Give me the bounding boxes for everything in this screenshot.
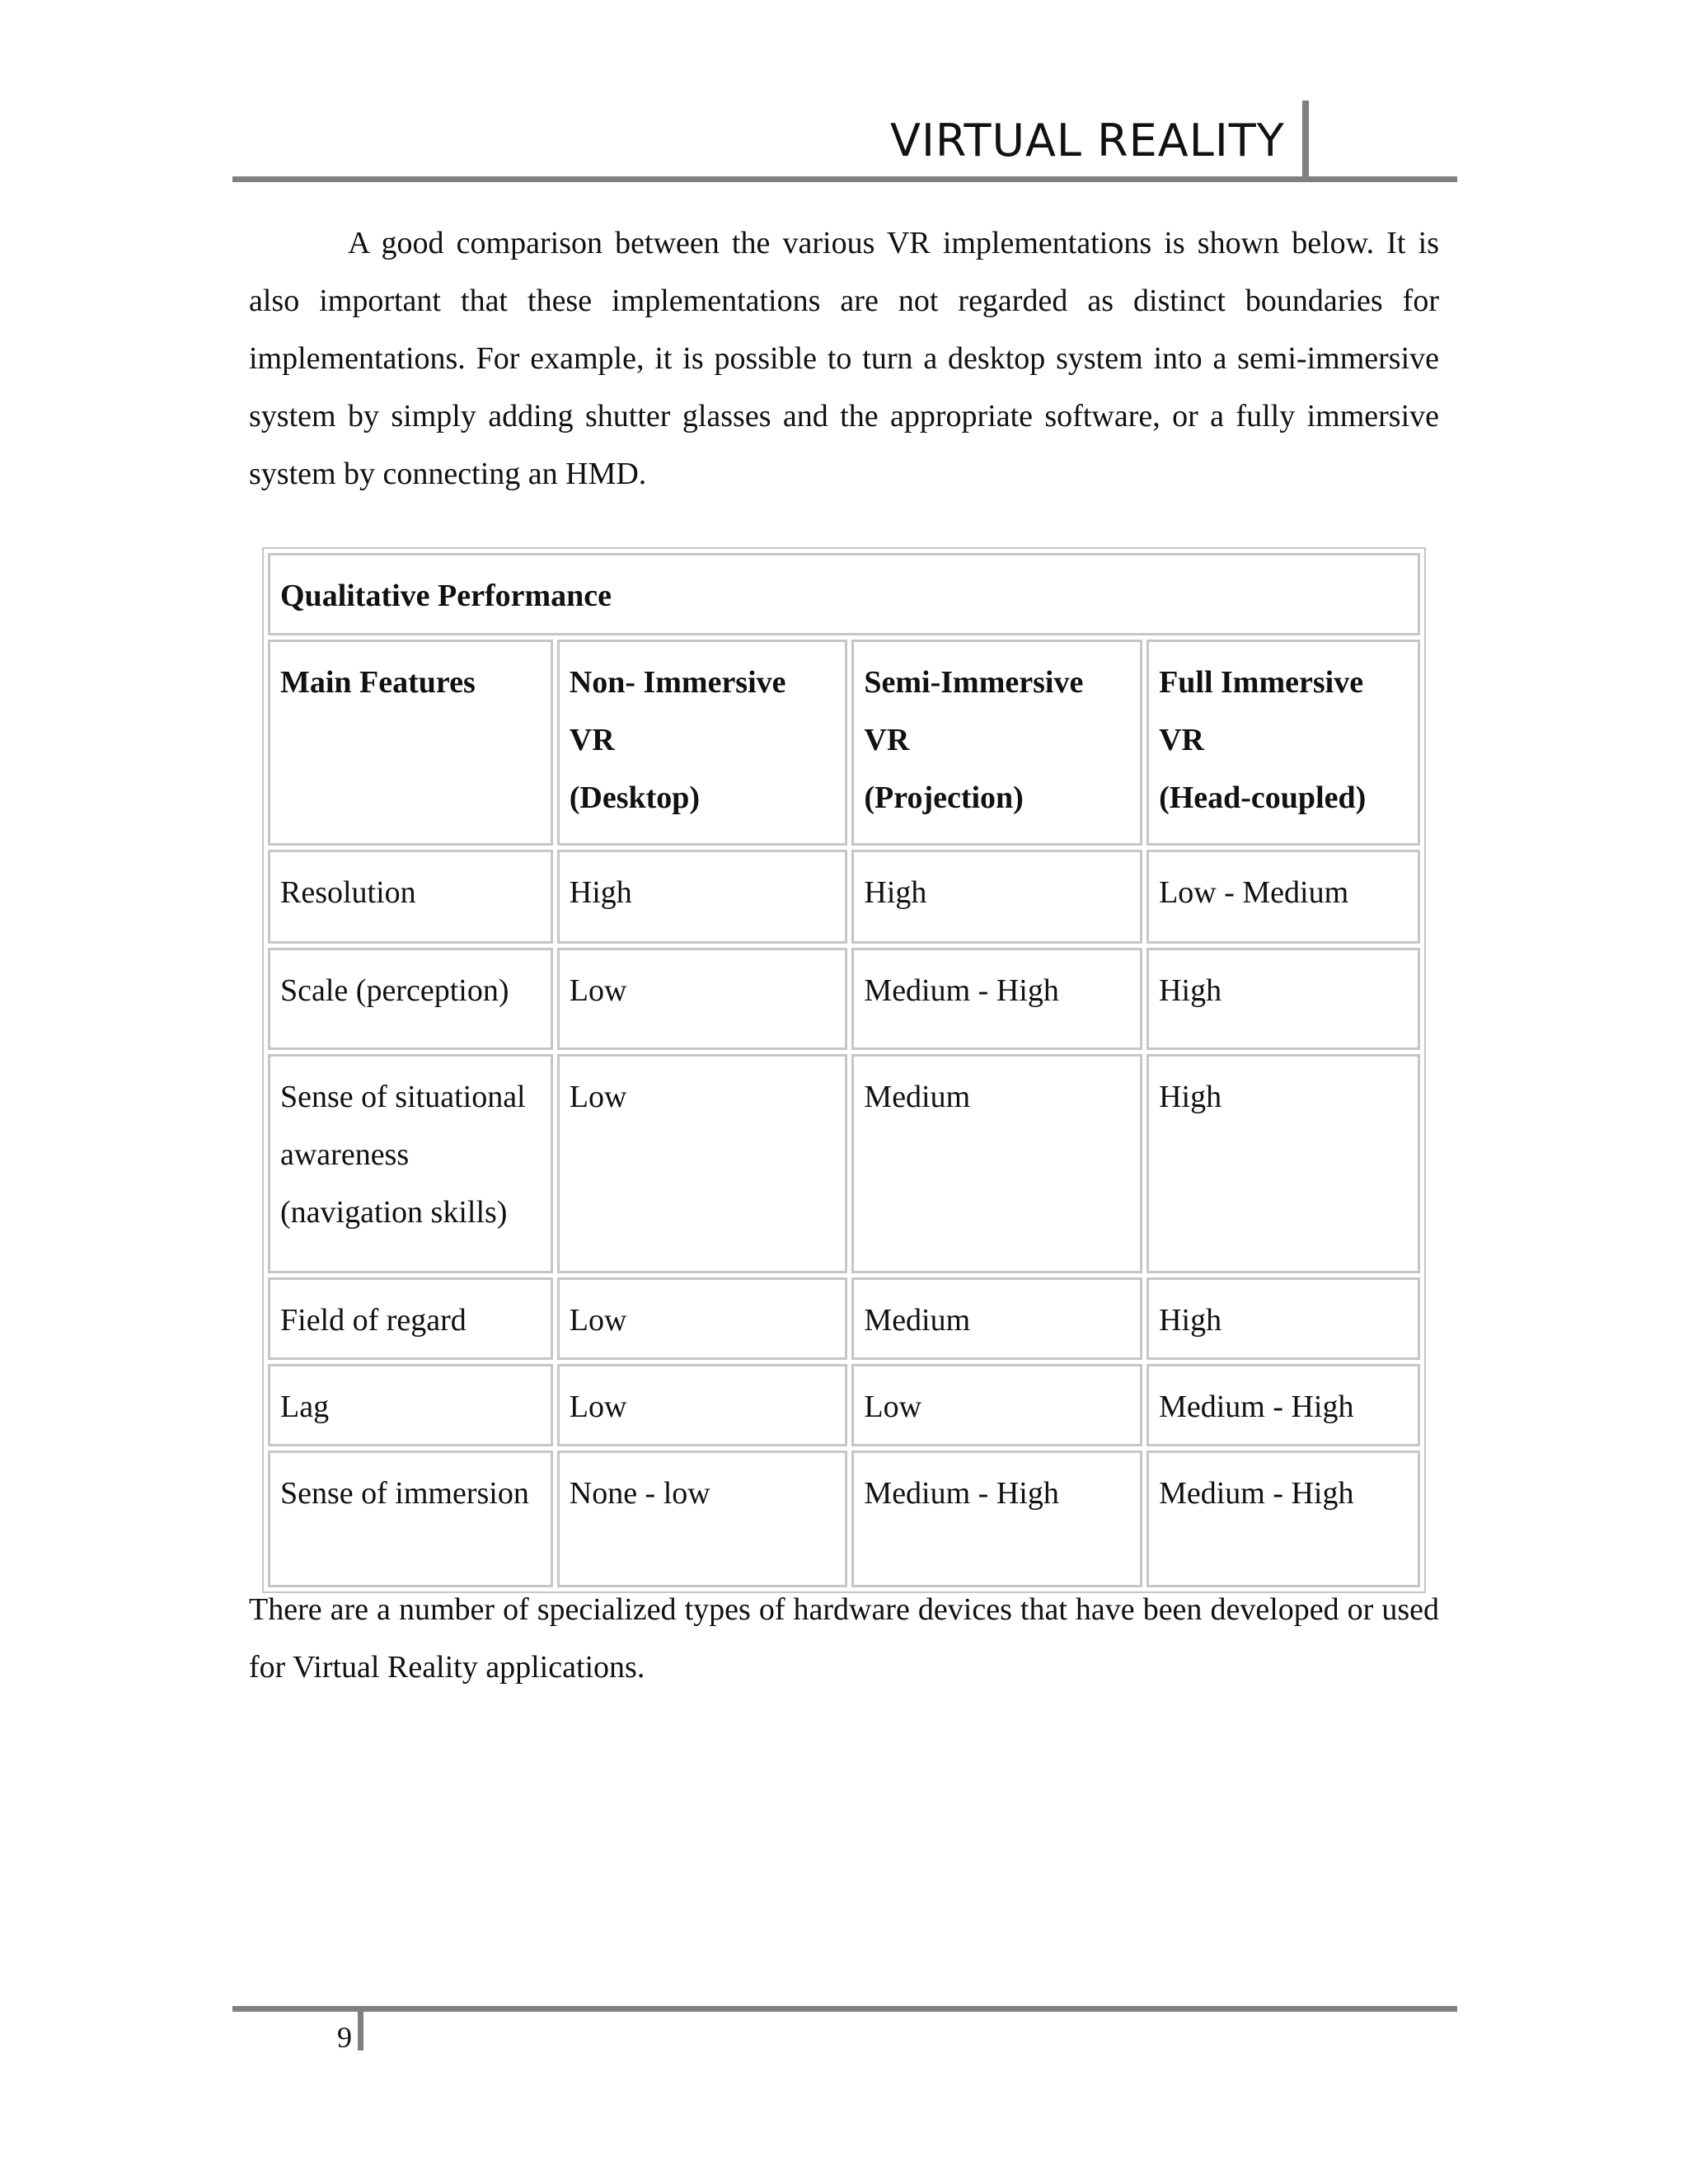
table-cell: High [1146, 1054, 1420, 1273]
table-cell: Low [557, 1277, 848, 1360]
table-row [268, 1054, 1420, 1273]
table-cell: High [1146, 1277, 1420, 1360]
comparison-table-container [262, 547, 1426, 1593]
column-header [851, 640, 1142, 846]
table-cell: Low - Medium [1146, 850, 1420, 944]
comparison-table [262, 547, 1426, 1593]
table-cell: High [1146, 948, 1420, 1050]
table-cell: Medium - High [1146, 1364, 1420, 1446]
closing-paragraph: There are a number of specialized types of hardware devices that have been developed or used for Virtual Reality applications. [249, 1592, 1439, 1685]
table-title-row [268, 553, 1420, 635]
table-cell: Medium - High [851, 948, 1142, 1050]
table-row [268, 1364, 1420, 1446]
table-cell: High [851, 850, 1142, 944]
column-header-line: Non- Immersive [569, 665, 786, 700]
table-cell: Sense of situational awareness (navigation skills) [268, 1054, 553, 1273]
column-header-line: VR [1159, 723, 1204, 757]
footer-divider-bar [358, 2011, 363, 2050]
table-cell: High [557, 850, 848, 944]
table-cell: Medium [851, 1277, 1142, 1360]
column-header-line: VR [864, 723, 910, 757]
header-rule [232, 176, 1457, 182]
table-cell: Low [557, 1364, 848, 1446]
table-cell: Field of regard [268, 1277, 553, 1360]
table-title: Qualitative Performance [268, 553, 1420, 635]
table-row [268, 948, 1420, 1050]
intro-paragraph: A good comparison between the various VR implementations is shown below. It is also important that these implementations are not regarded as distinct boundaries for implementations. For example, it is possible to turn a desktop system into a semi-immersive system by simply adding shutter glasses and the appropriate software, or a fully immersive system by connecting an HMD. [249, 226, 1439, 491]
column-header-line: (Head-coupled) [1159, 780, 1367, 815]
table-row [268, 850, 1420, 944]
page-number: 9 [337, 2021, 352, 2054]
table-cell: Low [557, 948, 848, 1050]
column-header-line: (Desktop) [569, 780, 701, 815]
column-header-line: Main Features [280, 665, 476, 700]
table-cell: Low [557, 1054, 848, 1273]
column-header [1146, 640, 1420, 846]
table-cell: Medium - High [851, 1451, 1142, 1587]
column-header [268, 640, 553, 846]
table-cell: Resolution [268, 850, 553, 944]
table-cell: Sense of immersion [268, 1451, 553, 1587]
table-row [268, 1277, 1420, 1360]
header-divider-bar [1302, 101, 1309, 178]
table-row [268, 1451, 1420, 1587]
column-header [557, 640, 848, 846]
column-header-line: VR [569, 723, 615, 757]
table-cell: Low [851, 1364, 1142, 1446]
table-cell: Medium [851, 1054, 1142, 1273]
column-header-line: Full Immersive [1159, 665, 1364, 700]
column-header-line: Semi-Immersive [864, 665, 1084, 700]
table-cell: None - low [557, 1451, 848, 1587]
table-header-row [268, 640, 1420, 846]
table-cell: Lag [268, 1364, 553, 1446]
column-header-line: (Projection) [864, 780, 1024, 815]
table-cell: Scale (perception) [268, 948, 553, 1050]
table-cell: Medium - High [1146, 1451, 1420, 1587]
footer-rule [232, 2006, 1457, 2012]
header-title: VIRTUAL REALITY [890, 115, 1285, 166]
